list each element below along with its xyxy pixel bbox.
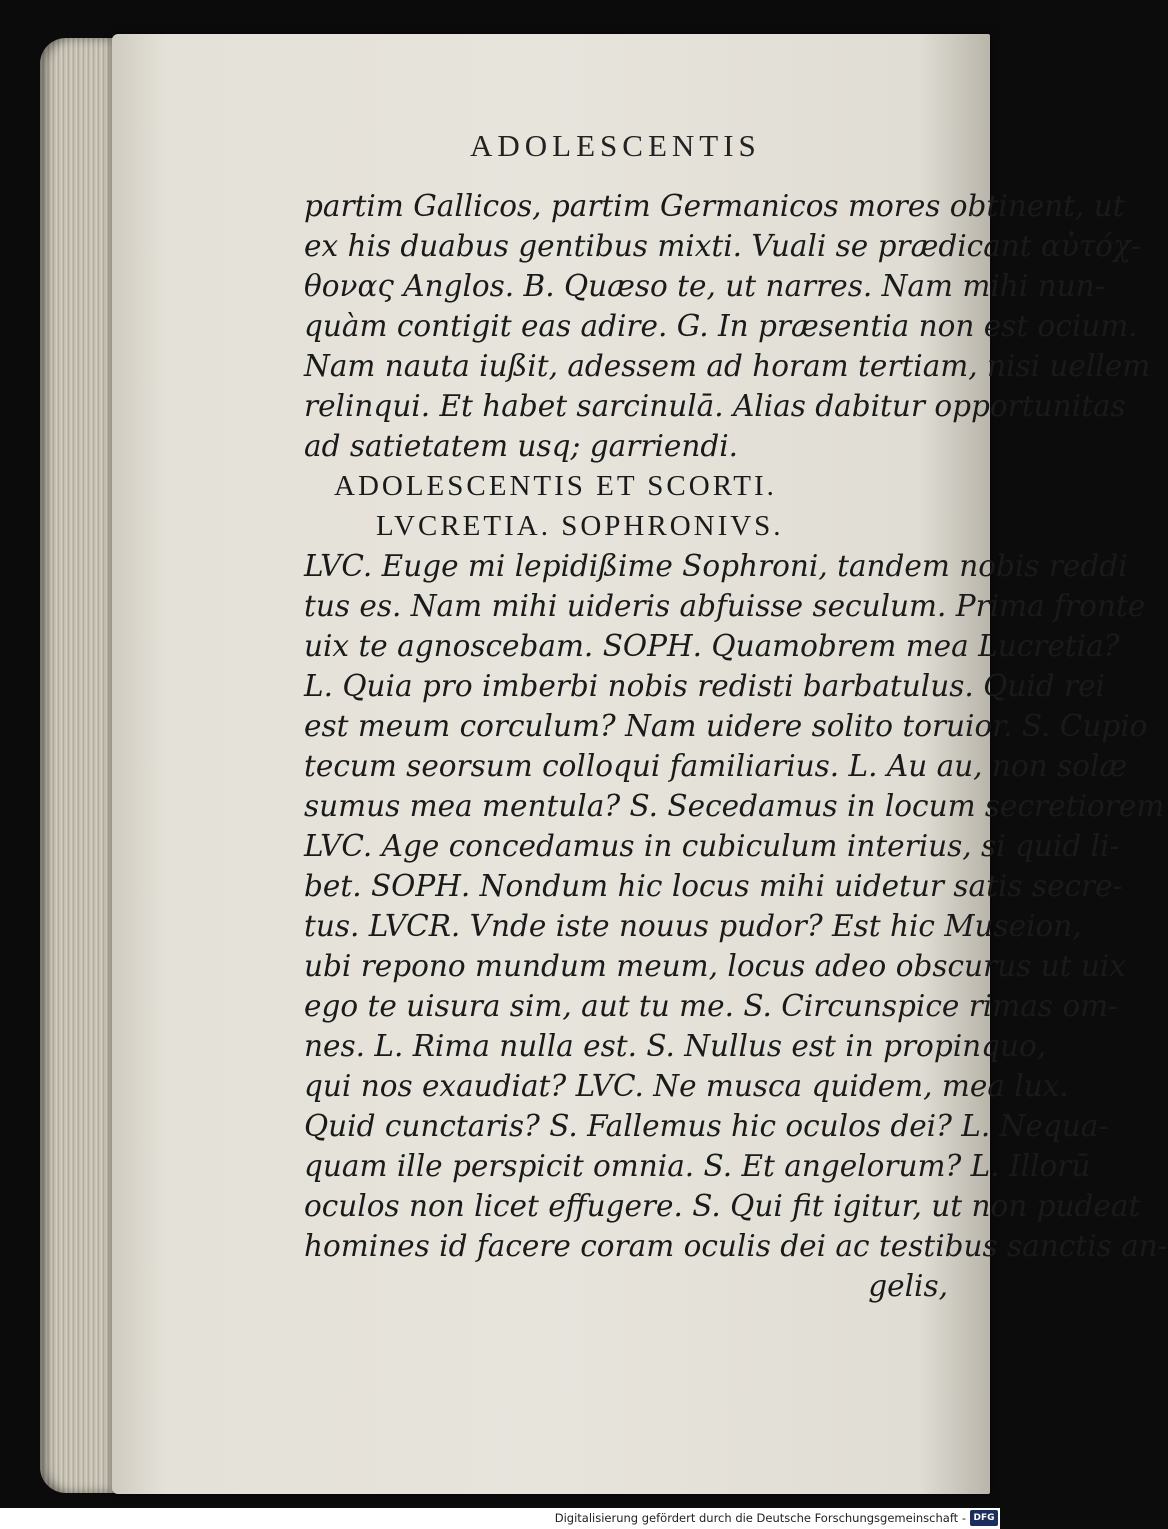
footer-credit: Digitalisierung gefördert durch die Deutsche Forschungsgemeinschaft - [554,1511,966,1525]
text-line: tus. LVCR. Vnde iste nouus pudor? Est hic Museion, [304,909,1082,943]
text-line: oculos non licet effugere. S. Qui fit igitur, ut non pudeat [304,1189,1141,1223]
text-line: partim Gallicos, partim Germanicos mores obtinent, ut [304,189,1125,223]
text-line: Quid cunctaris? S. Fallemus hic oculos dei? L. Nequa- [304,1109,1109,1143]
text-line: sumus mea mentula? S. Secedamus in locum secretiorem [304,789,1165,823]
text-block [304,186,1168,1306]
text-line: relinqui. Et habet sarcinulā. Alias dabitur opportunitas [304,389,1126,423]
text-line: uix te agnoscebam. SOPH. Quamobrem mea Lucretia? [304,629,1120,663]
text-line: ubi repono mundum meum, locus adeo obscurus ut uix [304,949,1126,983]
text-line: ego te uisura sim, aut tu me. S. Circunspice rimas om- [304,989,1119,1023]
speakers-heading: LVCRETIA. SOPHRONIVS. [376,510,784,542]
text-line: θονας Anglos. B. Quæso te, ut narres. Nam mihi nun- [304,269,1105,303]
text-line: homines id facere coram oculis dei ac testibus sanctis an- [304,1229,1168,1263]
dfg-logo-icon: DFG [970,1510,998,1526]
text-line: nes. L. Rima nulla est. S. Nullus est in propinquo, [304,1029,1047,1063]
text-line: LVC. Euge mi lepidißime Sophroni, tandem nobis reddi [304,549,1128,583]
text-line: bet. SOPH. Nondum hic locus mihi uidetur satis secre- [304,869,1123,903]
page-edges [40,38,120,1493]
text-line: ad satietatem usq; garriendi. [304,429,739,463]
text-line: quam ille perspicit omnia. S. Et angelorum? L. Illorū [304,1149,1091,1183]
text-line: qui nos exaudiat? LVC. Ne musca quidem, mea lux. [304,1069,1069,1103]
text-line: LVC. Age concedamus in cubiculum interius, si quid li- [304,829,1120,863]
section-title: ADOLESCENTIS ET SCORTI. [334,470,777,502]
text-line: tecum seorsum colloqui familiarius. L. Au au, non solæ [304,749,1128,783]
text-line: quàm contigit eas adire. G. In præsentia non est ocium. [304,309,1138,343]
running-head: ADOLESCENTIS [470,128,761,163]
catchword: gelis, [868,1269,948,1303]
text-line: Nam nauta iußit, adessem ad horam tertiam, nisi uellem [304,349,1151,383]
text-line: ex his duabus gentibus mixti. Vuali se prædicant αὐτόχ- [304,229,1141,263]
text-line: tus es. Nam mihi uideris abfuisse seculum. Prima fronte [304,589,1146,623]
text-line: est meum corculum? Nam uidere solito toruior. S. Cupio [304,709,1148,743]
text-line: L. Quia pro imberbi nobis redisti barbatulus. Quid rei [304,669,1105,703]
